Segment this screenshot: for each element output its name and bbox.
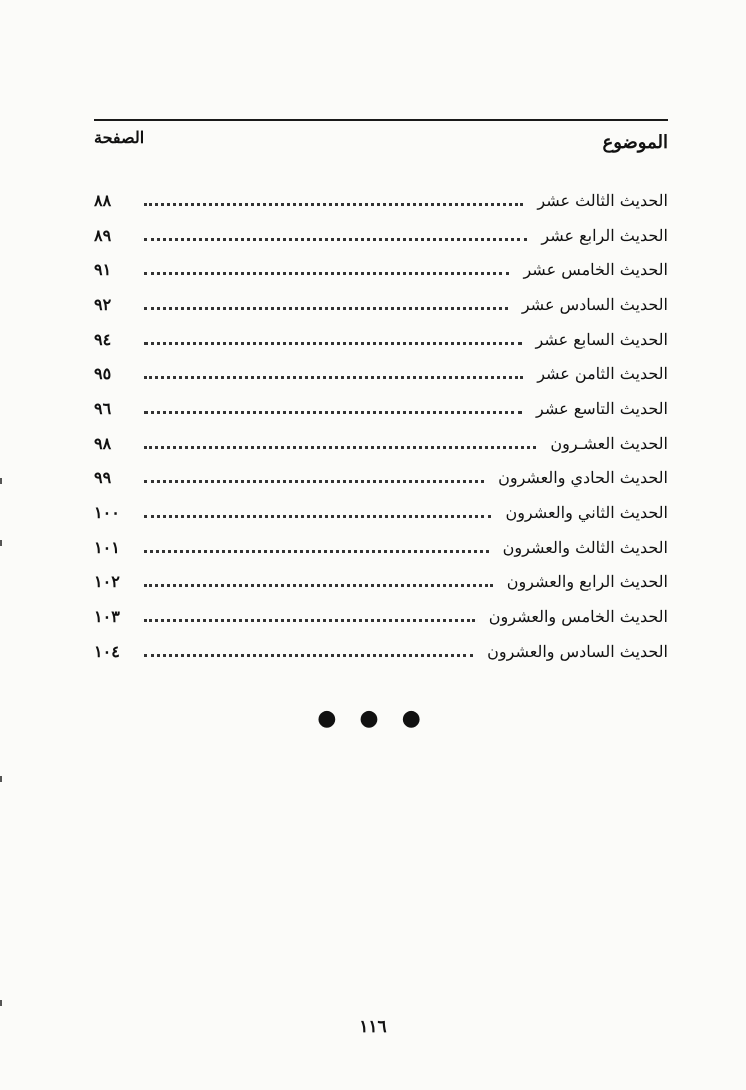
margin-mark [0,776,2,782]
toc-row [94,495,668,530]
toc-entry-page: ٩٢ [94,294,112,314]
toc-entry-title: الحديث التاسع عشر [536,398,668,418]
toc-row [94,287,668,322]
toc-entry-page: ١٠٢ [94,572,120,592]
dot-leader [144,272,509,275]
dot-leader [144,584,493,587]
header-rule [94,119,668,121]
toc-row [94,356,668,391]
toc-entry-page: ٨٩ [94,225,112,245]
toc-entry-title: الحديث السادس عشر [521,294,668,314]
toc-entry-page: ٩٤ [94,329,112,349]
toc-entry-title: الحديث السابع عشر [535,329,668,349]
topic-column-heading: الموضوع [602,132,668,153]
table-of-contents [94,183,668,669]
dot-leader [144,446,536,449]
dot-leader [144,480,484,483]
toc-entry-title: الحديث الثالث عشر [537,190,668,210]
toc-row [94,530,668,565]
toc-entry-page: ١٠٤ [94,641,120,661]
toc-row [94,426,668,461]
dot-leader [144,203,523,206]
toc-entry-title: الحديث العشـرون [550,433,668,453]
toc-entry-title: الحديث الرابع عشر [541,225,668,245]
margin-mark [0,540,2,546]
toc-row [94,634,668,669]
toc-entry-title: الحديث الحادي والعشرون [498,468,668,488]
dot-leader [144,342,522,345]
toc-entry-page: ٩٦ [94,398,112,418]
toc-row [94,322,668,357]
toc-row [94,461,668,496]
toc-entry-page: ١٠٣ [94,607,120,627]
toc-entry-title: الحديث الخامس عشر [523,260,668,280]
toc-entry-page: ٩١ [94,260,112,280]
margin-mark [0,1000,2,1006]
toc-row [94,183,668,218]
toc-entry-page: ٩٥ [94,364,112,384]
toc-entry-title: الحديث الثاني والعشرون [505,503,668,523]
toc-row [94,565,668,600]
page-column-heading: الصفحة [94,128,145,147]
toc-row [94,252,668,287]
toc-entry-page: ٨٨ [94,190,112,210]
toc-entry-page: ١٠٠ [94,503,120,523]
dot-leader [144,238,527,241]
toc-row [94,218,668,253]
dot-leader [144,411,522,414]
toc-entry-page: ٩٨ [94,433,112,453]
toc-row [94,391,668,426]
dot-leader [144,550,489,553]
end-ornament: ● ● ● [317,706,429,731]
dot-leader [144,376,523,379]
toc-entry-title: الحديث الرابع والعشرون [506,572,668,592]
toc-entry-page: ٩٩ [94,468,112,488]
toc-entry-title: الحديث السادس والعشرون [487,641,668,661]
dot-leader [144,515,491,518]
toc-entry-title: الحديث الخامس والعشرون [488,607,668,627]
margin-mark [0,478,2,484]
page-number: ١١٦ [359,1017,387,1037]
dot-leader [144,619,475,622]
dot-leader [144,654,473,657]
toc-entry-title: الحديث الثالث والعشرون [502,537,668,557]
toc-entry-title: الحديث الثامن عشر [537,364,668,384]
dot-leader [144,307,508,310]
toc-entry-page: ١٠١ [94,537,120,557]
toc-row [94,599,668,634]
